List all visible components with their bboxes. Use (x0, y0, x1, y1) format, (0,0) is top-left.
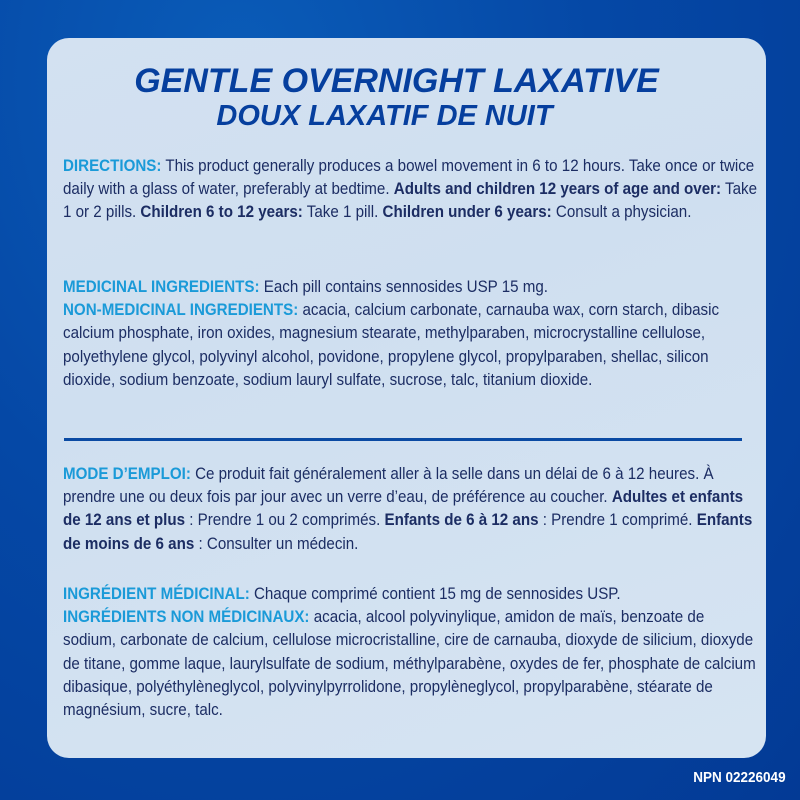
label-panel (47, 38, 766, 758)
medicinal-ingredients-label: MEDICINAL INGREDIENTS: (63, 278, 260, 296)
medicinal-ingredients-english: MEDICINAL INGREDIENTS: Each pill contains sennosides USP 15 mg. (63, 278, 548, 296)
ingredients-english (63, 276, 761, 392)
npn-number: NPN 02226049 (693, 769, 786, 786)
directions-french: MODE D’EMPLOI: Ce produit fait généralement aller à la selle dans un délai de 6 à 12 heures. À prendre une ou deux fois par jour avec un verre d’eau, de préférence au coucher. Adultes et enfants de 12 ans et plus : Prendre 1 ou 2 comprimés. Enfants de 6 à 12 ans : Prendre 1 comprimé. Enfants de moins de 6 ans : Consulter un médecin. (63, 465, 753, 553)
ingredient-medicinal-label: INGRÉDIENT MÉDICINAL: (63, 585, 250, 603)
section-divider (64, 438, 742, 441)
directions-label: DIRECTIONS: (63, 157, 162, 175)
ingredients-french (63, 583, 761, 722)
directions-english: DIRECTIONS: This product generally produces a bowel movement in 6 to 12 hours. Take once or twice daily with a glass of water, preferably at bedtime. Adults and children 12 years of age and over: Take 1 or 2 pills. Children 6 to 12 years: Take 1 pill. Children under 6 years: Consult a physician. (63, 157, 758, 222)
medicinal-ingredients-french: INGRÉDIENT MÉDICINAL: Chaque comprimé contient 15 mg de sennosides USP. (63, 585, 621, 603)
non-medicinal-ingredients-english: NON-MEDICINAL INGREDIENTS: acacia, calcium carbonate, carnauba wax, corn starch, dibasic calcium phosphate, iron oxides, magnesium stearate, methylparaben, microcrystalline cellulose, polyethylene glycol, polyvinyl alcohol, povidone, propylene glycol, propylparaben, shellac, silicon dioxide, sodium benzoate, sodium lauryl sulfate, sucrose, talc, titanium dioxide. (63, 301, 720, 389)
mode-emploi-label: MODE D’EMPLOI: (63, 465, 191, 483)
non-medicinal-ingredients-label: NON-MEDICINAL INGREDIENTS: (63, 301, 299, 320)
non-medicinal-ingredients-french: INGRÉDIENTS NON MÉDICINAUX: acacia, alcool polyvinylique, amidon de maïs, benzoate de sodium, carbonate de calcium, cellulose microcristalline, cire de carnauba, dioxyde de silicium, dioxyde de titane, gomme laque, laurylsulfate de sodium, méthylparabène, oxydes de fer, phosphate de calcium dibasique, polyéthylèneglycol, polyvinylpyrrolidone, propylèneglycol, propylparabène, stéarate de magnésium, sucre, talc. (63, 608, 756, 720)
ingredients-non-medicinaux-label: INGRÉDIENTS NON MÉDICINAUX: (63, 608, 310, 627)
product-title-english: GENTLE OVERNIGHT LAXATIVE (134, 62, 659, 100)
product-title-french: DOUX LAXATIF DE NUIT (216, 100, 553, 132)
